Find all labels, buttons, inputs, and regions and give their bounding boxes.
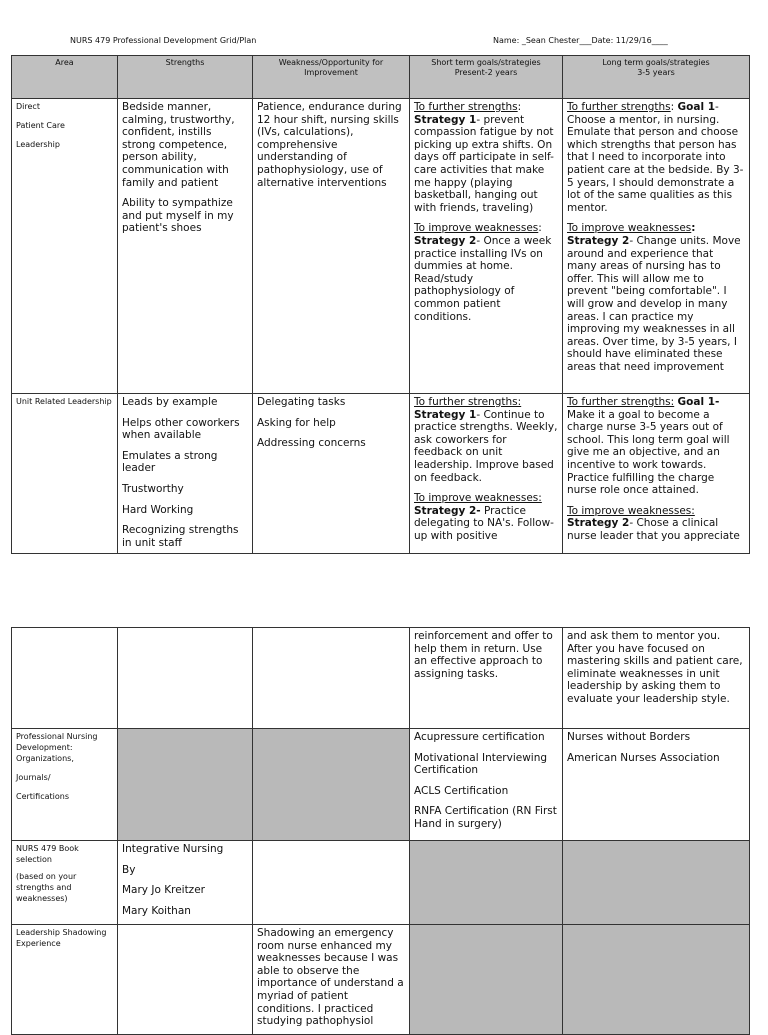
development-grid-page-2: [11, 627, 750, 1035]
short-term-cell: Acupressure certification Motivational Interviewing Certification ACLS Certification RNFA Certification (RN First Hand in surgery): [410, 729, 563, 841]
table-row-direct-patient-care: [12, 99, 750, 394]
area-cell: Direct Patient Care Leadership: [12, 99, 118, 394]
short-term-cell-shaded: [410, 925, 563, 1035]
col-header-area: Area: [12, 56, 118, 99]
area-cell: Unit Related Leadership: [12, 394, 118, 554]
long-term-cell-shaded: [563, 925, 750, 1035]
long-term-cell: Nurses without Borders American Nurses Association: [563, 729, 750, 841]
strengths-cell: Leads by example Helps other coworkers when available Emulates a strong leader Trustworthy Hard Working Recognizing strengths in unit staff: [118, 394, 253, 554]
name-date-line: Name: _Sean Chester___Date: 11/29/16____: [493, 36, 668, 45]
weakness-cell: Delegating tasks Asking for help Addressing concerns: [253, 394, 410, 554]
area-cell: Leadership Shadowing Experience: [12, 925, 118, 1035]
short-term-cell-shaded: [410, 841, 563, 925]
short-term-cell: reinforcement and offer to help them in return. Use an effective approach to assigning tasks.: [410, 628, 563, 729]
table-row-book-selection: [12, 841, 750, 925]
long-term-cell: To further strengths: Goal 1- Choose a mentor, in nursing. Emulate that person and choose which strengths that person has that I need to incorporate into patient care at the bedside. By 3-5 years, I should demonstrate a lot of the same qualities as this mentor. To improve weaknesses: Strategy 2- Change units. Move around and experience that many areas of nursing has to offer. This will allow me to prevent "being comfortable". I will grow and develop in many areas. I can practice my improving my weaknesses in all areas. Over time, by 3-5 years, I should have eliminated these areas that need improvement: [563, 99, 750, 394]
col-header-weakness: Weakness/Opportunity for Improvement: [253, 56, 410, 99]
long-term-cell: and ask them to mentor you. After you have focused on mastering skills and patient care, eliminate weaknesses in unit leadership by asking them to evaluate your leadership style.: [563, 628, 750, 729]
col-header-short-term: Short term goals/strategies Present-2 years: [410, 56, 563, 99]
strengths-cell-shaded: [118, 729, 253, 841]
table-row-shadowing-experience: [12, 925, 750, 1035]
document-header: [0, 34, 768, 48]
weakness-cell: [253, 628, 410, 729]
development-grid-page-1: [11, 55, 750, 554]
strengths-cell: Integrative Nursing By Mary Jo Kreitzer Mary Koithan: [118, 841, 253, 925]
area-cell: Professional Nursing Development: Organizations, Journals/ Certifications: [12, 729, 118, 841]
area-cell: NURS 479 Book selection (based on your strengths and weaknesses): [12, 841, 118, 925]
long-term-cell: To further strengths: Goal 1- Make it a goal to become a charge nurse 3-5 years out of school. This long term goal will give me an objective, and an incentive to work towards. Practice fulfilling the charge nurse role once attained. To improve weaknesses: Strategy 2- Chose a clinical nurse leader that you appreciate: [563, 394, 750, 554]
strengths-cell: [118, 925, 253, 1035]
weakness-cell: Shadowing an emergency room nurse enhanced my weaknesses because I was able to observe the importance of understand a myriad of patient conditions. I practiced studying pathophysiol: [253, 925, 410, 1035]
table-row-unit-continued: [12, 628, 750, 729]
long-term-cell-shaded: [563, 841, 750, 925]
col-header-strengths: Strengths: [118, 56, 253, 99]
weakness-cell-shaded: [253, 729, 410, 841]
area-cell: [12, 628, 118, 729]
table-row-unit-related-leadership: [12, 394, 750, 554]
weakness-cell: [253, 841, 410, 925]
table-row-professional-development: [12, 729, 750, 841]
strengths-cell: [118, 628, 253, 729]
strengths-cell: Bedside manner, calming, trustworthy, confident, instills strong competence, person ability, communication with family and patient Ability to sympathize and put myself in my patient's shoes: [118, 99, 253, 394]
col-header-long-term: Long term goals/strategies 3-5 years: [563, 56, 750, 99]
weakness-cell: Patience, endurance during 12 hour shift, nursing skills (IVs, calculations), comprehensive understanding of pathophysiology, use of alternative interventions: [253, 99, 410, 394]
short-term-cell: To further strengths: Strategy 1- Continue to practice strengths. Weekly, ask coworkers for feedback on unit leadership. Improve based on feedback. To improve weaknesses: Strategy 2- Practice delegating to NA's. Follow-up with positive: [410, 394, 563, 554]
short-term-cell: To further strengths: Strategy 1- prevent compassion fatigue by not picking up extra shifts. On days off participate in self-care activities that make me happy (playing basketball, hanging out with friends, traveling) To improve weaknesses: Strategy 2- Once a week practice installing IVs on dummies at home. Read/study pathophysiology of common patient conditions.: [410, 99, 563, 394]
header-row: [12, 56, 750, 99]
document-title: NURS 479 Professional Development Grid/Plan: [70, 36, 257, 45]
